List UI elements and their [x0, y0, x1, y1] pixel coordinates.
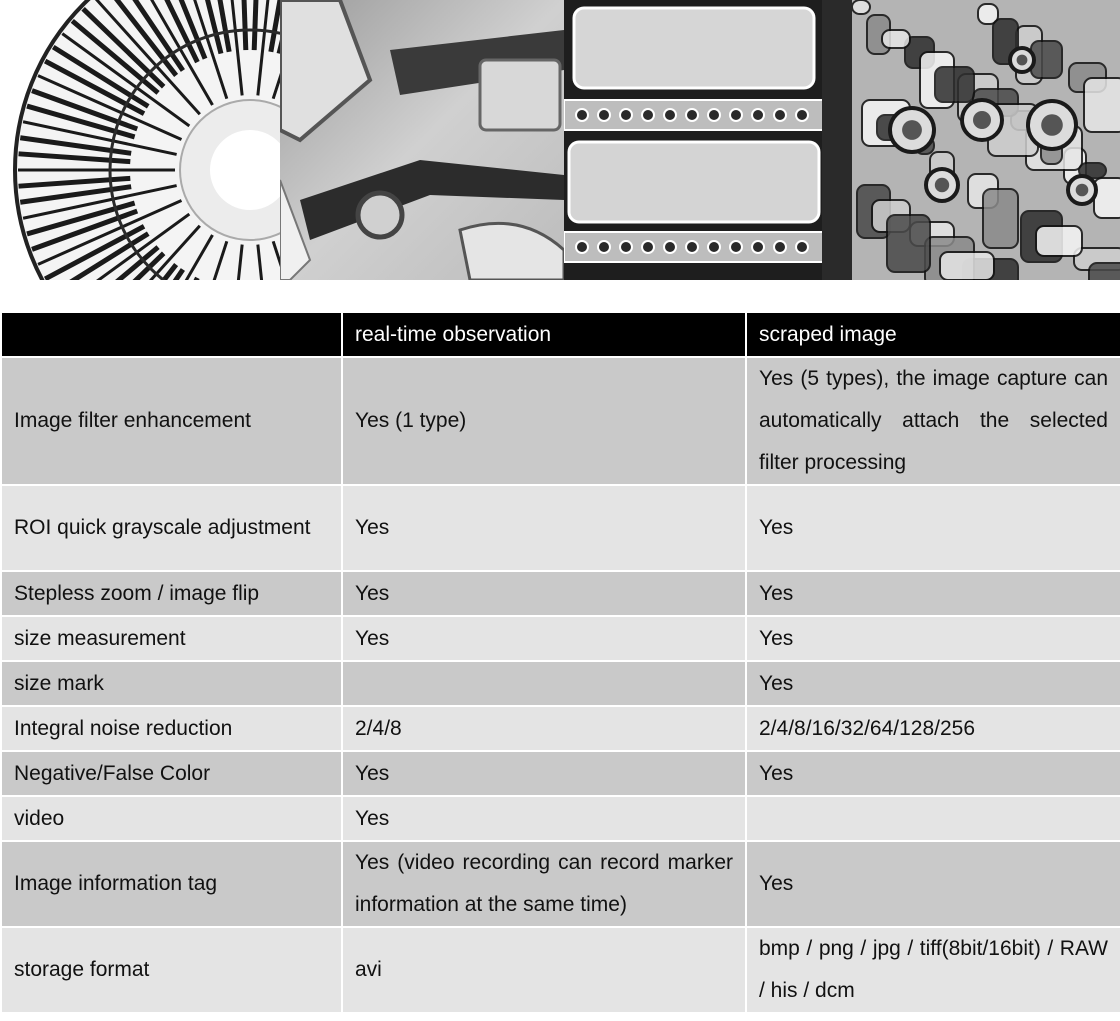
cell-realtime: Yes	[342, 571, 746, 616]
header-feature	[1, 312, 342, 357]
cell-feature: video	[1, 796, 342, 841]
cell-scraped: Yes	[746, 751, 1120, 796]
header-realtime: real-time observation	[342, 312, 746, 357]
cell-feature: Negative/False Color	[1, 751, 342, 796]
cell-realtime: 2/4/8	[342, 706, 746, 751]
table-row	[1, 841, 1120, 927]
table-row	[1, 485, 1120, 571]
cell-feature: Image information tag	[1, 841, 342, 927]
cell-scraped: bmp / png / jpg / tiff(8bit/16bit) / RAW / his / dcm	[746, 927, 1120, 1013]
cell-scraped: Yes	[746, 616, 1120, 661]
cell-realtime: avi	[342, 927, 746, 1013]
xray-image-grid-part	[564, 0, 852, 280]
table-row	[1, 357, 1120, 485]
xray-image-casting	[280, 0, 564, 280]
table-row	[1, 796, 1120, 841]
cell-feature: Image filter enhancement	[1, 357, 342, 485]
table-row	[1, 751, 1120, 796]
table-header-row	[1, 312, 1120, 357]
cell-scraped: Yes (5 types), the image capture can automatically attach the selected filter processing	[746, 357, 1120, 485]
cell-scraped: Yes	[746, 661, 1120, 706]
cell-feature: Stepless zoom / image flip	[1, 571, 342, 616]
cell-scraped: 2/4/8/16/32/64/128/256	[746, 706, 1120, 751]
cell-realtime: Yes	[342, 796, 746, 841]
feature-comparison-table	[0, 311, 1120, 1014]
cell-realtime	[342, 661, 746, 706]
cell-realtime: Yes	[342, 616, 746, 661]
cell-feature: size measurement	[1, 616, 342, 661]
xray-image-fan-clutch	[0, 0, 280, 280]
cell-feature: storage format	[1, 927, 342, 1013]
cell-feature: Integral noise reduction	[1, 706, 342, 751]
cell-realtime: Yes (1 type)	[342, 357, 746, 485]
table-row	[1, 616, 1120, 661]
cell-scraped: Yes	[746, 571, 1120, 616]
xray-sample-banner	[0, 0, 1120, 280]
table-row	[1, 706, 1120, 751]
cell-feature: ROI quick grayscale adjustment	[1, 485, 342, 571]
cell-feature: size mark	[1, 661, 342, 706]
cell-scraped: Yes	[746, 841, 1120, 927]
cell-realtime: Yes	[342, 485, 746, 571]
cell-scraped: Yes	[746, 485, 1120, 571]
cell-scraped	[746, 796, 1120, 841]
table-row	[1, 661, 1120, 706]
cell-realtime: Yes (video recording can record marker information at the same time)	[342, 841, 746, 927]
header-scraped: scraped image	[746, 312, 1120, 357]
cell-realtime: Yes	[342, 751, 746, 796]
table-row	[1, 571, 1120, 616]
xray-image-engine-block	[852, 0, 1120, 280]
table-row	[1, 927, 1120, 1013]
